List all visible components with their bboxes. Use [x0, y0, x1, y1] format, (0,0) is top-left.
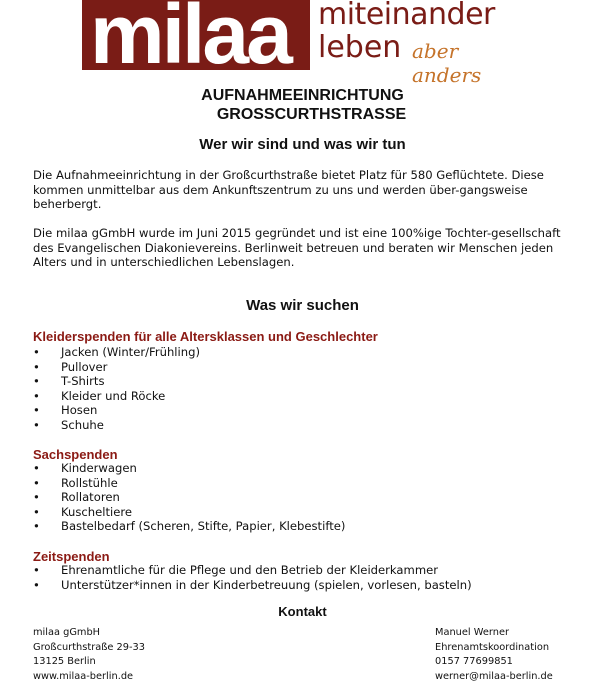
org-name: milaa gGmbH [33, 627, 101, 638]
milaa-logo [82, 0, 527, 87]
website-link[interactable]: www.milaa-berlin.de [33, 670, 134, 682]
list-item: • Hosen [33, 403, 98, 418]
bullet: • [33, 388, 40, 403]
logo-tagline: aber anders [412, 39, 482, 87]
list-item: • Pullover [33, 359, 108, 374]
bullet: • [33, 563, 40, 577]
page-title [0, 86, 605, 124]
category-title-time: Zeitspenden [33, 549, 110, 564]
section-heading-what-we-need: Was wir suchen [246, 297, 359, 314]
list-item: • Rollatoren [33, 490, 120, 505]
list-item: • Unterstützer*innen in der Kinderbetreuung (spielen, vorlesen, basteln) [33, 577, 472, 592]
logo-slogan-line1: miteinander [318, 0, 495, 32]
list-item: • Rollstühle [33, 475, 118, 490]
contact-email-link[interactable]: werner@milaa-berlin.de [435, 670, 553, 682]
bullet: • [33, 461, 40, 475]
list-item: • Kuscheltiere [33, 504, 133, 519]
logo-wordmark: milaa [90, 0, 290, 81]
intro-paragraph-2: Die milaa gGmbH wurde im Juni 2015 gegründet und ist eine 100%ige Tochter-gesellschaft des Evangelischen Diakonievereins. Berlinweit betreuen und beraten wir Menschen jeden Alters und in unterschiedlichen Lebenslagen. [33, 226, 561, 270]
list-item: • Kleider und Röcke [33, 388, 166, 403]
list-item: • Schuhe [33, 417, 104, 432]
bullet: • [33, 345, 40, 359]
list-item: • Jacken (Winter/Frühling) [33, 345, 200, 359]
logo-wordmark-box [82, 0, 310, 81]
contact-person-role: Ehrenamtskoordination [435, 641, 550, 653]
bullet: • [33, 490, 40, 505]
logo-slogan-line2: leben [318, 30, 402, 65]
bullet: • [33, 475, 40, 490]
bullet: • [33, 403, 40, 418]
page-title-line1: AUFNAHMEEINRICHTUNG [201, 87, 404, 104]
contact-person-name: Manuel Werner [435, 627, 509, 638]
bullet: • [33, 577, 40, 592]
category-title-material: Sachspenden [33, 447, 118, 462]
material-list [33, 461, 345, 534]
contact-phone[interactable]: 0157 77699851 [435, 656, 513, 667]
list-item: • Kinderwagen [33, 461, 137, 475]
contact-person-block [435, 626, 553, 684]
bullet: • [33, 417, 40, 432]
clothing-list [33, 345, 200, 433]
section-heading-who-we-are: Wer wir sind und was wir tun [199, 136, 406, 153]
bullet: • [33, 519, 40, 534]
list-item: • Ehrenamtliche für die Pflege und den Betrieb der Kleiderkammer [33, 563, 439, 577]
intro-paragraph-1: Die Aufnahmeeinrichtung in der Großcurthstraße bietet Platz für 580 Geflüchtete. Diese kommen unmittelbar aus dem Ankunftszentrum zu uns und werden über-gangsweise beherbergt. [33, 168, 544, 212]
bullet: • [33, 359, 40, 374]
category-title-clothing: Kleiderspenden für alle Altersklassen und Geschlechter [33, 329, 378, 344]
page-title-line2: GROSSCURTHSTRASSE [216, 106, 407, 123]
bullet: • [33, 374, 40, 389]
time-list [33, 563, 472, 592]
contact-address-block [33, 626, 145, 684]
list-item: • Bastelbedarf (Scheren, Stifte, Papier, Klebestifte) [33, 519, 346, 534]
bullet: • [33, 504, 40, 519]
postal-city: 13125 Berlin [33, 656, 96, 667]
list-item: • T-Shirts [33, 374, 105, 389]
street-address: Großcurthstraße 29-33 [33, 641, 145, 653]
contact-heading: Kontakt [278, 604, 327, 619]
